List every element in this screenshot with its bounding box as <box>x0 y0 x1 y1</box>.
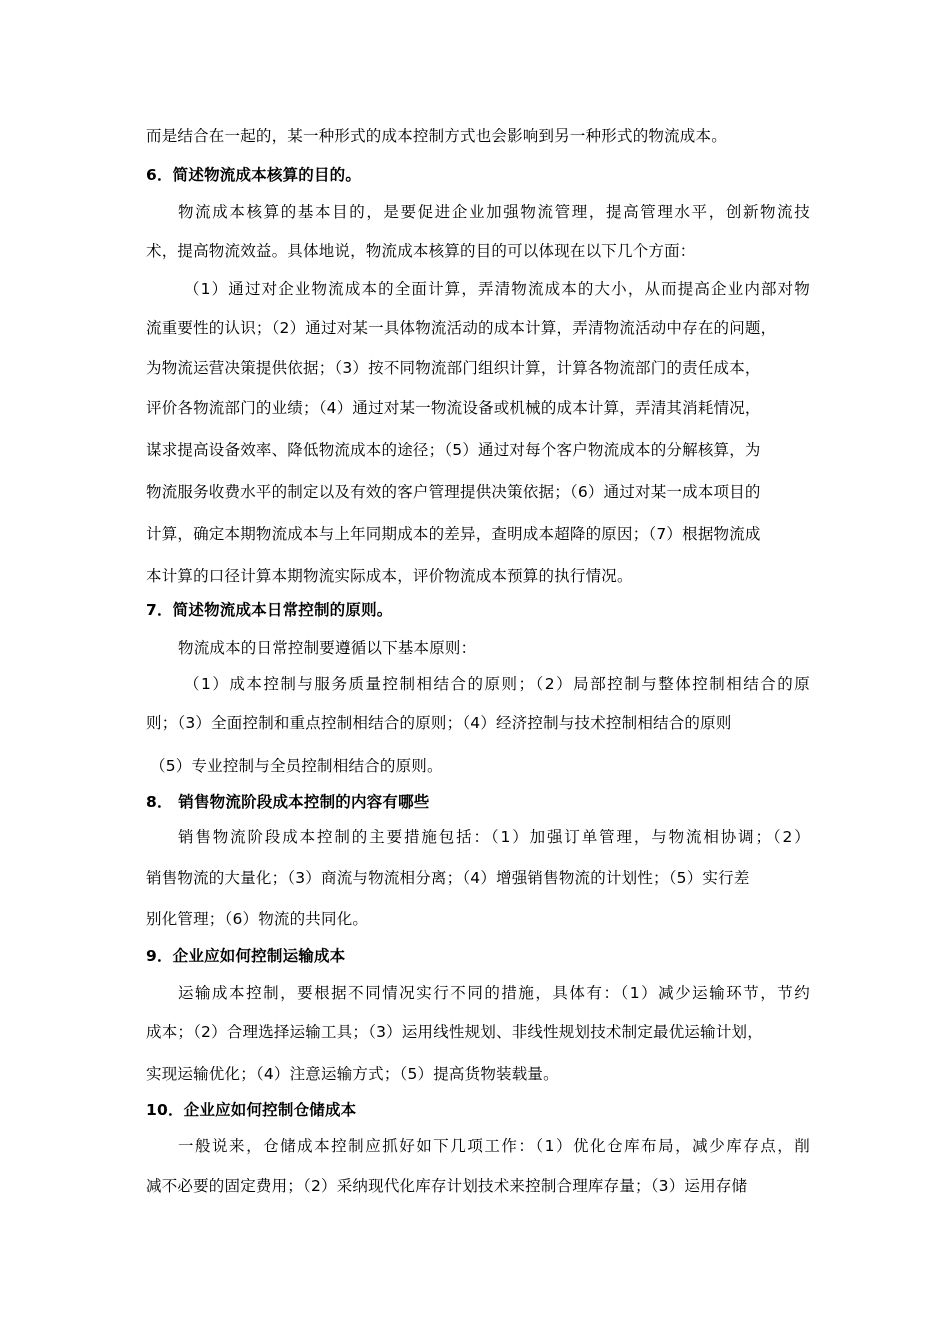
text-line: 为物流运营决策提供依据；（3）按不同物流部门组织计算，计算各物流部门的责任成本， <box>146 359 761 377</box>
text-line: 一般说来，仓储成本控制应抓好如下几项工作：（1）优化仓库布局，减少库存点，削 <box>178 1137 810 1155</box>
text-line: （5）专业控制与全员控制相结合的原则。 <box>150 757 443 775</box>
text-line: 术，提高物流效益。具体地说，物流成本核算的目的可以体现在以下几个方面： <box>146 242 696 260</box>
text-line: 别化管理；（6）物流的共同化。 <box>146 910 369 928</box>
text-line: 计算，确定本期物流成本与上年同期成本的差异，查明成本超降的原因；（7）根据物流成 <box>146 525 761 543</box>
text-line: 实现运输优化；（4）注意运输方式；（5）提高货物装载量。 <box>146 1065 559 1083</box>
text-line: 物流成本核算的基本目的，是要促进企业加强物流管理，提高管理水平，创新物流技 <box>178 203 810 221</box>
section-heading-6: 6．简述物流成本核算的目的。 <box>146 166 362 184</box>
text-line: （1）成本控制与服务质量控制相结合的原则；（2）局部控制与整体控制相结合的原 <box>184 675 810 693</box>
section-heading-9: 9．企业应如何控制运输成本 <box>146 947 346 965</box>
text-line: （1）通过对企业物流成本的全面计算，弄清物流成本的大小，从而提高企业内部对物 <box>184 280 810 298</box>
section-heading-7: 7．简述物流成本日常控制的原则。 <box>146 601 393 619</box>
text-line: 销售物流的大量化；（3）商流与物流相分离；（4）增强销售物流的计划性；（5）实行差 <box>146 869 750 887</box>
text-line: 物流成本的日常控制要遵循以下基本原则： <box>178 639 477 657</box>
text-line: 则；（3）全面控制和重点控制相结合的原则；（4）经济控制与技术控制相结合的原则 <box>146 714 732 732</box>
text-line: 减不必要的固定费用；（2）采纳现代化库存计划技术来控制合理库存量；（3）运用存储 <box>146 1177 748 1195</box>
section-heading-8: 8． 销售物流阶段成本控制的内容有哪些 <box>146 793 430 811</box>
text-line: 而是结合在一起的，某一种形式的成本控制方式也会影响到另一种形式的物流成本。 <box>146 127 727 145</box>
text-line: 物流服务收费水平的制定以及有效的客户管理提供决策依据；（6）通过对某一成本项目的 <box>146 483 761 501</box>
text-line: 销售物流阶段成本控制的主要措施包括：（1）加强订单管理，与物流相协调；（2） <box>178 828 810 846</box>
text-line: 谋求提高设备效率、降低物流成本的途径；（5）通过对每个客户物流成本的分解核算，为 <box>146 441 761 459</box>
text-line: 评价各物流部门的业绩；（4）通过对某一物流设备或机械的成本计算，弄清其消耗情况， <box>146 399 761 417</box>
section-heading-10: 10．企业应如何控制仓储成本 <box>146 1101 357 1119</box>
text-line: 流重要性的认识；（2）通过对某一具体物流活动的成本计算，弄清物流活动中存在的问题， <box>146 319 777 337</box>
text-line: 运输成本控制，要根据不同情况实行不同的措施，具体有：（1）减少运输环节，节约 <box>178 984 810 1002</box>
text-line: 本计算的口径计算本期物流实际成本，评价物流成本预算的执行情况。 <box>146 567 633 585</box>
text-line: 成本；（2）合理选择运输工具；（3）运用线性规划、非线性规划技术制定最优运输计划， <box>146 1023 763 1041</box>
